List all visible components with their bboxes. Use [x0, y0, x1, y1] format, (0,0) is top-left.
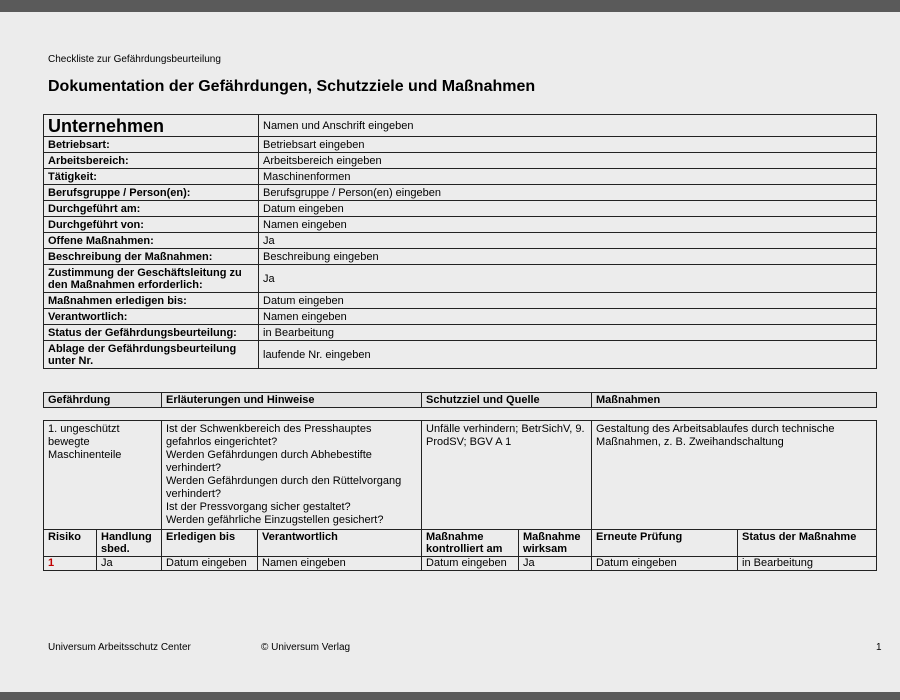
hint-item: Werden Gefährdungen durch Abhebestifte verhindert? — [166, 449, 372, 474]
info-row — [44, 233, 877, 249]
info-value[interactable]: Namen eingeben — [259, 309, 877, 325]
subheader-handlung: Handlung sbed. — [97, 530, 162, 557]
header-gefaehrdung: Gefährdung — [44, 393, 162, 408]
info-label: Status der Gefährdungsbeurteilung: — [44, 325, 259, 341]
company-info-table — [43, 114, 877, 369]
info-label: Berufsgruppe / Person(en): — [44, 185, 259, 201]
company-label: Unternehmen — [44, 115, 259, 137]
status-value[interactable]: in Bearbeitung — [738, 557, 877, 571]
info-row — [44, 185, 877, 201]
info-label: Betriebsart: — [44, 137, 259, 153]
info-label: Offene Maßnahmen: — [44, 233, 259, 249]
info-label: Zustimmung der Geschäftsleitung zu den Maßnahmen erforderlich: — [44, 265, 259, 293]
info-value[interactable]: laufende Nr. eingeben — [259, 341, 877, 369]
info-value[interactable]: Ja — [259, 233, 877, 249]
subheader-kontrolliert: Maßnahme kontrolliert am — [422, 530, 519, 557]
document-subtitle: Checkliste zur Gefährdungsbeurteilung — [48, 54, 221, 65]
footer-copyright: © Universum Verlag — [261, 642, 351, 653]
info-row — [44, 293, 877, 309]
kontrolliert-value[interactable]: Datum eingeben — [422, 557, 519, 571]
wirksam-value[interactable]: Ja — [519, 557, 592, 571]
hint-item: Werden Gefährdungen durch den Rüttelvorgang verhindert? — [166, 475, 402, 500]
subheader-erneute-pruefung: Erneute Prüfung — [592, 530, 738, 557]
hazard-protection-goal: Unfälle verhindern; BetrSichV, 9. ProdSV; BGV A 1 — [422, 421, 592, 530]
info-label: Verantwortlich: — [44, 309, 259, 325]
info-value[interactable]: Arbeitsbereich eingeben — [259, 153, 877, 169]
info-row — [44, 153, 877, 169]
info-row-header — [44, 115, 877, 137]
info-row — [44, 325, 877, 341]
info-row — [44, 137, 877, 153]
values-row — [44, 557, 877, 571]
hazard-header-table — [43, 392, 877, 408]
info-value[interactable]: Berufsgruppe / Person(en) eingeben — [259, 185, 877, 201]
hazard-hints — [162, 421, 422, 530]
verantwortlich-value[interactable]: Namen eingeben — [258, 557, 422, 571]
subheader-wirksam: Maßnahme wirksam — [519, 530, 592, 557]
info-row — [44, 309, 877, 325]
info-label: Tätigkeit: — [44, 169, 259, 185]
header-hinweise: Erläuterungen und Hinweise — [162, 393, 422, 408]
info-value[interactable]: Ja — [259, 265, 877, 293]
hint-item: Werden gefährliche Einzugstellen gesichert? — [166, 514, 384, 526]
info-row — [44, 217, 877, 233]
info-label: Durchgeführt von: — [44, 217, 259, 233]
info-value[interactable]: Maschinenformen — [259, 169, 877, 185]
info-value[interactable]: Datum eingeben — [259, 293, 877, 309]
info-value[interactable]: in Bearbeitung — [259, 325, 877, 341]
subheader-erledigen: Erledigen bis — [162, 530, 258, 557]
handlung-value[interactable]: Ja — [97, 557, 162, 571]
info-value[interactable]: Datum eingeben — [259, 201, 877, 217]
erledigen-value[interactable]: Datum eingeben — [162, 557, 258, 571]
footer-publisher: Universum Arbeitsschutz Center — [48, 642, 191, 653]
hint-item: Ist der Pressvorgang sicher gestaltet? — [166, 501, 351, 513]
info-value[interactable]: Beschreibung eingeben — [259, 249, 877, 265]
info-label: Arbeitsbereich: — [44, 153, 259, 169]
erneute-pruefung-value[interactable]: Datum eingeben — [592, 557, 738, 571]
document-title: Dokumentation der Gefährdungen, Schutzziele und Maßnahmen — [48, 78, 536, 95]
info-label: Ablage der Gefährdungsbeurteilung unter Nr. — [44, 341, 259, 369]
hazard-header-row — [44, 393, 877, 408]
info-row — [44, 341, 877, 369]
info-label: Maßnahmen erledigen bis: — [44, 293, 259, 309]
subheader-verantwortlich: Verantwortlich — [258, 530, 422, 557]
company-value[interactable]: Namen und Anschrift eingeben — [259, 115, 877, 137]
subheader-row — [44, 530, 877, 557]
header-schutzziel: Schutzziel und Quelle — [422, 393, 592, 408]
footer-page-number: 1 — [876, 642, 882, 653]
info-value[interactable]: Betriebsart eingeben — [259, 137, 877, 153]
hint-item: Ist der Schwenkbereich des Presshauptes gefahrlos eingerichtet? — [166, 423, 372, 448]
info-value[interactable]: Namen eingeben — [259, 217, 877, 233]
hazard-name: 1. ungeschützt bewegte Maschinenteile — [44, 421, 162, 530]
hazard-row — [44, 421, 877, 530]
info-row — [44, 169, 877, 185]
info-label: Durchgeführt am: — [44, 201, 259, 217]
hazard-table — [43, 420, 877, 571]
subheader-risiko: Risiko — [44, 530, 97, 557]
hazard-measures: Gestaltung des Arbeitsablaufes durch technische Maßnahmen, z. B. Zweihandschaltung — [592, 421, 877, 530]
bottom-frame-bar — [0, 692, 900, 700]
info-row — [44, 265, 877, 293]
subheader-status: Status der Maßnahme — [738, 530, 877, 557]
info-row — [44, 201, 877, 217]
risk-value[interactable]: 1 — [44, 557, 97, 571]
top-frame-bar — [0, 0, 900, 12]
header-massnahmen: Maßnahmen — [592, 393, 877, 408]
info-label: Beschreibung der Maßnahmen: — [44, 249, 259, 265]
info-row — [44, 249, 877, 265]
